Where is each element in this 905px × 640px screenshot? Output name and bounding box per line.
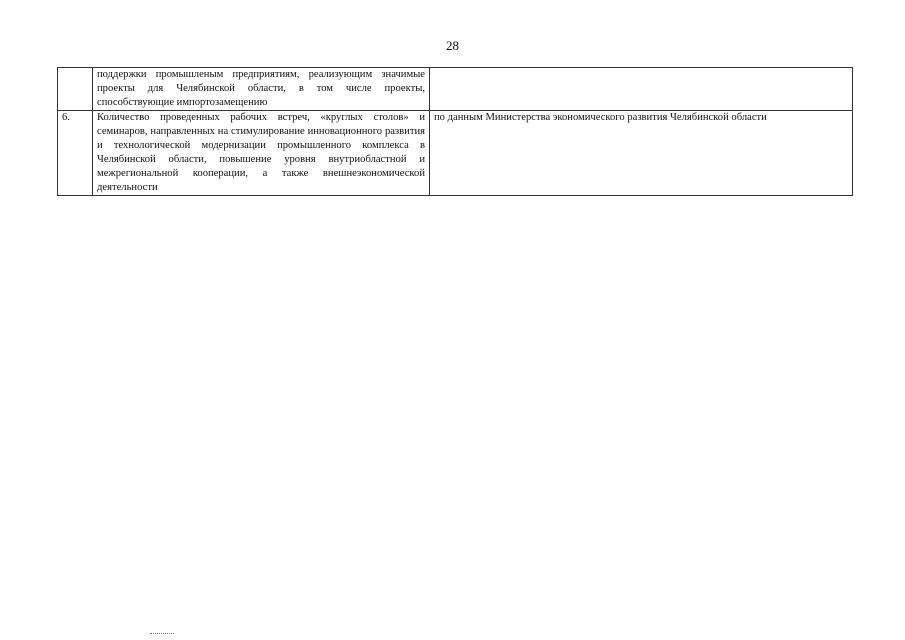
scan-artifact-line [150, 633, 174, 634]
indicators-table [57, 67, 853, 196]
row-number: 6. [58, 110, 93, 195]
data-source: по данным Министерства экономического развития Челябинской области [430, 110, 853, 195]
indicator-name: Количество проведенных рабочих встреч, «круглых столов» и семинаров, направленных на стимулирование инновационного развития и технологической модернизации промышленного комплекса в Челябинской области, повышение уровня внутриобластной и межрегиональной кооперации, а также внешнеэкономической деятельности [93, 110, 430, 195]
page-number: 28 [446, 38, 459, 53]
table-row [58, 68, 853, 111]
row-number [58, 68, 93, 111]
indicator-name: поддержки промышленым предприятиям, реализующим значимые проекты для Челябинской области, в том числе проекты, способствующие импортозамещению [93, 68, 430, 111]
data-source [430, 68, 853, 111]
table-row [58, 110, 853, 195]
